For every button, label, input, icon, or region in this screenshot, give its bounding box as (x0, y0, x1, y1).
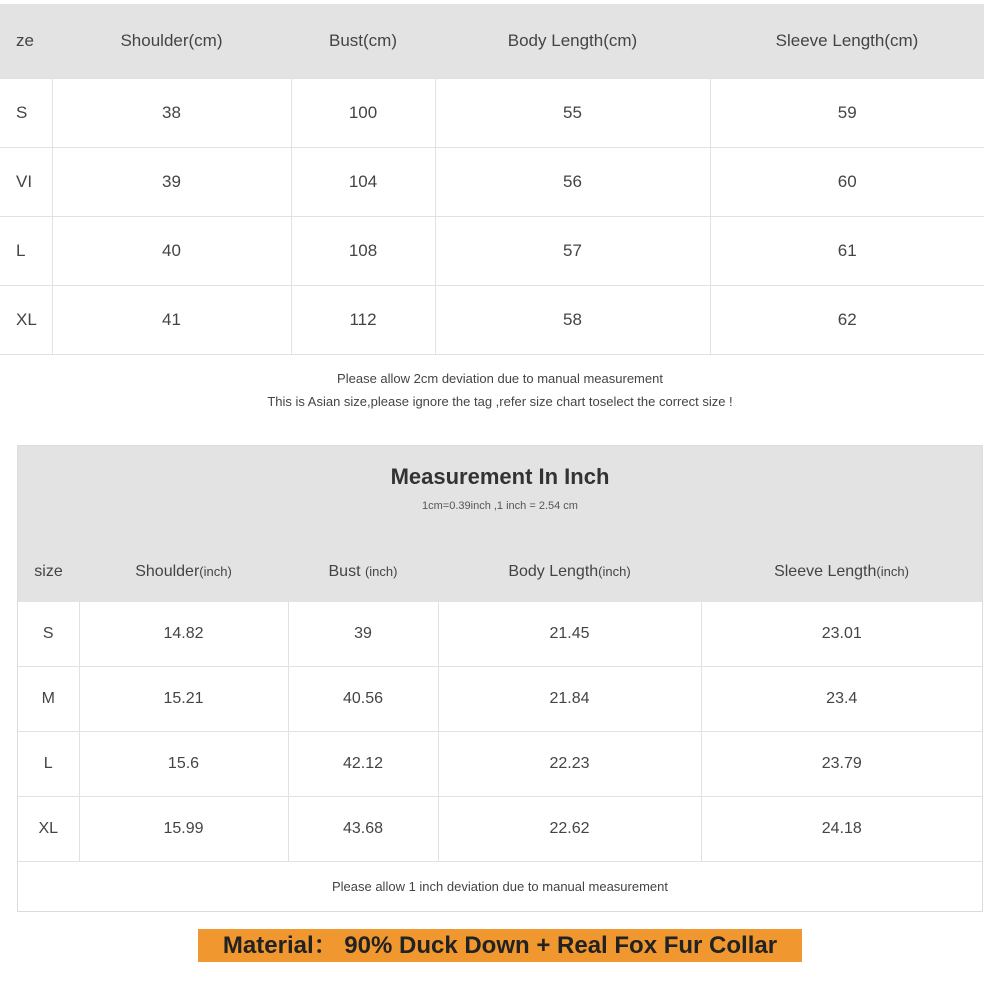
cm-cell-size: L (0, 217, 52, 286)
inch-cell: 21.45 (438, 602, 701, 667)
inch-cell: 43.68 (288, 797, 438, 862)
inch-cell: 23.4 (701, 667, 982, 732)
inch-header-row (18, 542, 982, 602)
cm-header-body-length: Body Length(cm) (435, 4, 710, 79)
cm-cell-size: VI (0, 148, 52, 217)
table-row (18, 732, 982, 797)
cm-cell: 41 (52, 286, 291, 355)
inch-cell: 15.21 (79, 667, 288, 732)
inch-size-table (18, 542, 982, 862)
inch-cell: 22.23 (438, 732, 701, 797)
inch-cell-size: XL (18, 797, 79, 862)
inch-deviation-note: Please allow 1 inch deviation due to manual measurement (331, 879, 669, 894)
inch-cell: 24.18 (701, 797, 982, 862)
table-row (0, 148, 984, 217)
material-banner: Material： 90% Duck Down + Real Fox Fur Collar (198, 929, 802, 962)
table-row (0, 217, 984, 286)
inch-cell: 39 (288, 602, 438, 667)
inch-cell: 23.01 (701, 602, 982, 667)
inch-header-size: size (18, 542, 79, 602)
inch-section-title: Measurement In Inch (390, 464, 610, 489)
cm-cell: 55 (435, 79, 710, 148)
cm-cell: 108 (291, 217, 435, 286)
inch-size-section (17, 445, 983, 912)
asian-size-note: This is Asian size,please ignore the tag ,refer size chart toselect the correct size ! (267, 394, 733, 409)
inch-cell-size: M (18, 667, 79, 732)
inch-section-header (18, 446, 982, 542)
inch-cell-size: S (18, 602, 79, 667)
inch-cell: 40.56 (288, 667, 438, 732)
cm-cell: 100 (291, 79, 435, 148)
table-row (18, 797, 982, 862)
inch-header-shoulder: Shoulder(inch) (79, 542, 288, 602)
inch-cell: 15.6 (79, 732, 288, 797)
cm-cell-size: S (0, 79, 52, 148)
cm-cell: 62 (710, 286, 984, 355)
inch-cell-size: L (18, 732, 79, 797)
cm-cell: 38 (52, 79, 291, 148)
inch-header-sleeve-length: Sleeve Length(inch) (701, 542, 982, 602)
inch-cell: 14.82 (79, 602, 288, 667)
cm-cell: 57 (435, 217, 710, 286)
inch-cell: 42.12 (288, 732, 438, 797)
table-row (18, 602, 982, 667)
table-row (0, 79, 984, 148)
inch-cell: 15.99 (79, 797, 288, 862)
cm-cell: 61 (710, 217, 984, 286)
cm-header-size: ze (0, 4, 52, 79)
cm-cell: 58 (435, 286, 710, 355)
inch-cell: 22.62 (438, 797, 701, 862)
inch-header-bust: Bust (inch) (288, 542, 438, 602)
cm-deviation-note: Please allow 2cm deviation due to manual measurement (337, 371, 663, 386)
inch-cell: 21.84 (438, 667, 701, 732)
cm-cell-size: XL (0, 286, 52, 355)
table-row (0, 286, 984, 355)
conversion-note: 1cm=0.39inch ,1 inch = 2.54 cm (422, 500, 578, 512)
cm-cell: 56 (435, 148, 710, 217)
cm-header-sleeve-length: Sleeve Length(cm) (710, 4, 984, 79)
cm-header-shoulder: Shoulder(cm) (52, 4, 291, 79)
cm-cell: 104 (291, 148, 435, 217)
cm-size-table (0, 4, 984, 355)
table-row (18, 667, 982, 732)
cm-cell: 39 (52, 148, 291, 217)
cm-cell: 40 (52, 217, 291, 286)
cm-cell: 112 (291, 286, 435, 355)
cm-header-bust: Bust(cm) (291, 4, 435, 79)
inch-header-body-length: Body Length(inch) (438, 542, 701, 602)
cm-cell: 59 (710, 79, 984, 148)
cm-cell: 60 (710, 148, 984, 217)
cm-header-row (0, 4, 984, 79)
inch-cell: 23.79 (701, 732, 982, 797)
